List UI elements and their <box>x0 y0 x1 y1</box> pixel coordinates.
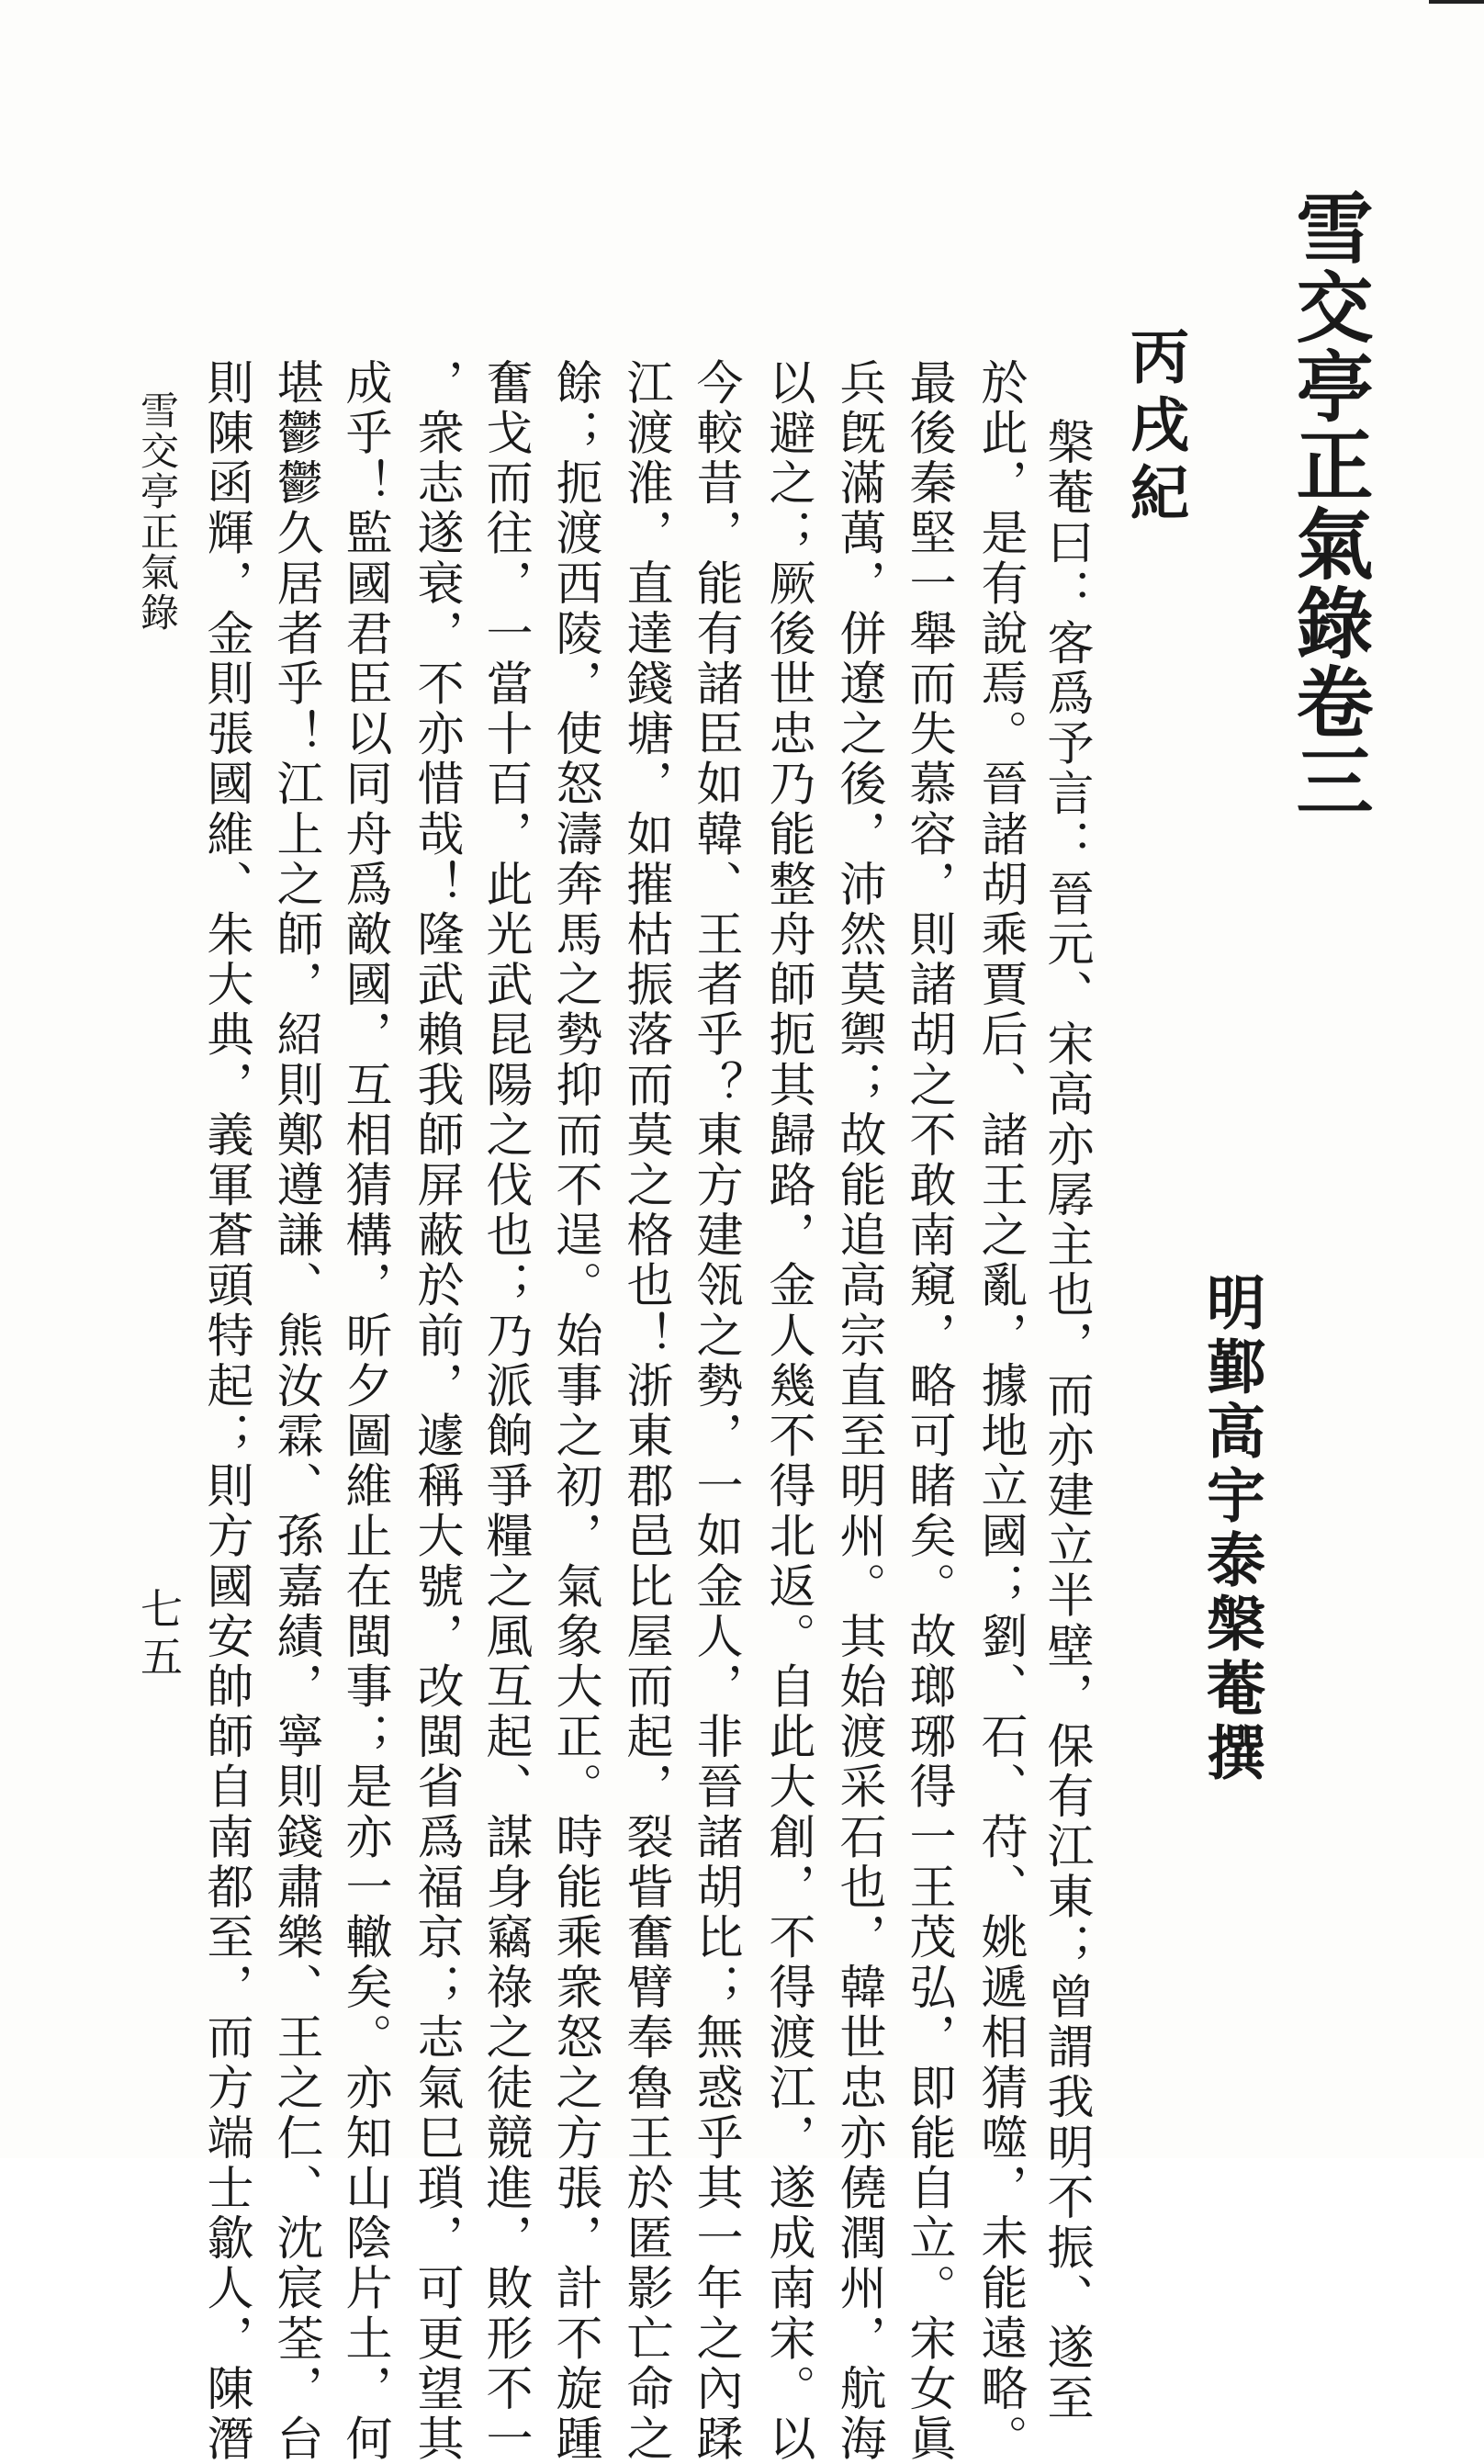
text-column-3: 最後秦堅一舉而失慕容，則諸胡之不敢南窺，略可睹矣。故瑯琊得一王茂弘，即能自立。宋女眞 <box>901 358 955 2464</box>
text-column-2: 於此，是有說焉。晉諸胡乘賈后、諸王之亂，據地立國；劉、石、苻、姚遞相猜噬，未能遠略。 <box>972 358 1027 2464</box>
text-column-11: 成乎！監國君臣以同舟爲敵國，互相猜構，昕夕圖維止在閩事；是亦一轍矣。亦知山陰片土，何 <box>337 358 391 2464</box>
text-column-1: 槃菴曰：客爲予言：晉元、宋高亦孱主也，而亦建立半壁，保有江東；曾謂我明不振、遂至 <box>1039 418 1093 2424</box>
text-column-8: 餘；扼渡西陵，使怒濤奔馬之勢抑而不逞。始事之初，氣象大正。時能乘衆怒之方張，計不旋踵 <box>547 358 601 2464</box>
text-column-10: ，衆志遂衰，不亦惜哉！隆武賴我師屏蔽於前，遽稱大號，改閩省爲福京；志氣巳瑣，可更望其 <box>409 358 463 2464</box>
section-heading: 丙戌紀 <box>1120 326 1189 530</box>
corner-border-mark <box>1429 0 1484 17</box>
page-title: 雪交亭正氣錄卷三 <box>1284 188 1375 820</box>
text-column-9: 奮戈而往，一當十百，此光武昆陽之伐也；乃派餉爭糧之風互起、謀身竊祿之徒競進，敗形不一 <box>478 358 532 2464</box>
author-line: 明鄞高宇泰槃菴撰 <box>1197 1272 1265 1786</box>
text-column-12: 堪鬱鬱久居者乎！江上之師，紹則鄭遵謙、熊汝霖、孫嘉績，寧則錢肅樂、王之仁、沈宸荃，台 <box>268 358 322 2464</box>
page-number: 七五 <box>134 1587 184 1682</box>
text-column-7: 江渡淮，直達錢塘，如摧枯振落而莫之格也！浙東郡邑比屋而起，裂眥奮臂奉魯王於匿影亡命之 <box>618 358 672 2464</box>
text-column-13: 則陳函輝，金則張國維、朱大典，義軍蒼頭特起；則方國安帥師自南都至，而方端士歙人，陳潛 <box>198 358 253 2464</box>
text-column-6: 今較昔，能有諸臣如韓、王者乎？東方建瓴之勢，一如金人，非晉諸胡比；無惑乎其一年之內蹂 <box>688 358 742 2464</box>
text-column-4: 兵旣滿萬，併遼之後，沛然莫禦；故能追高宗直至明州。其始渡采石也，韓世忠亦僥潤州，航海 <box>831 358 885 2464</box>
running-title: 雪交亭正氣錄 <box>135 390 180 633</box>
text-column-5: 以避之；厥後世忠乃能整舟師扼其歸路，金人幾不得北返。自此大創，不得渡江，遂成南宋。以 <box>760 358 815 2464</box>
